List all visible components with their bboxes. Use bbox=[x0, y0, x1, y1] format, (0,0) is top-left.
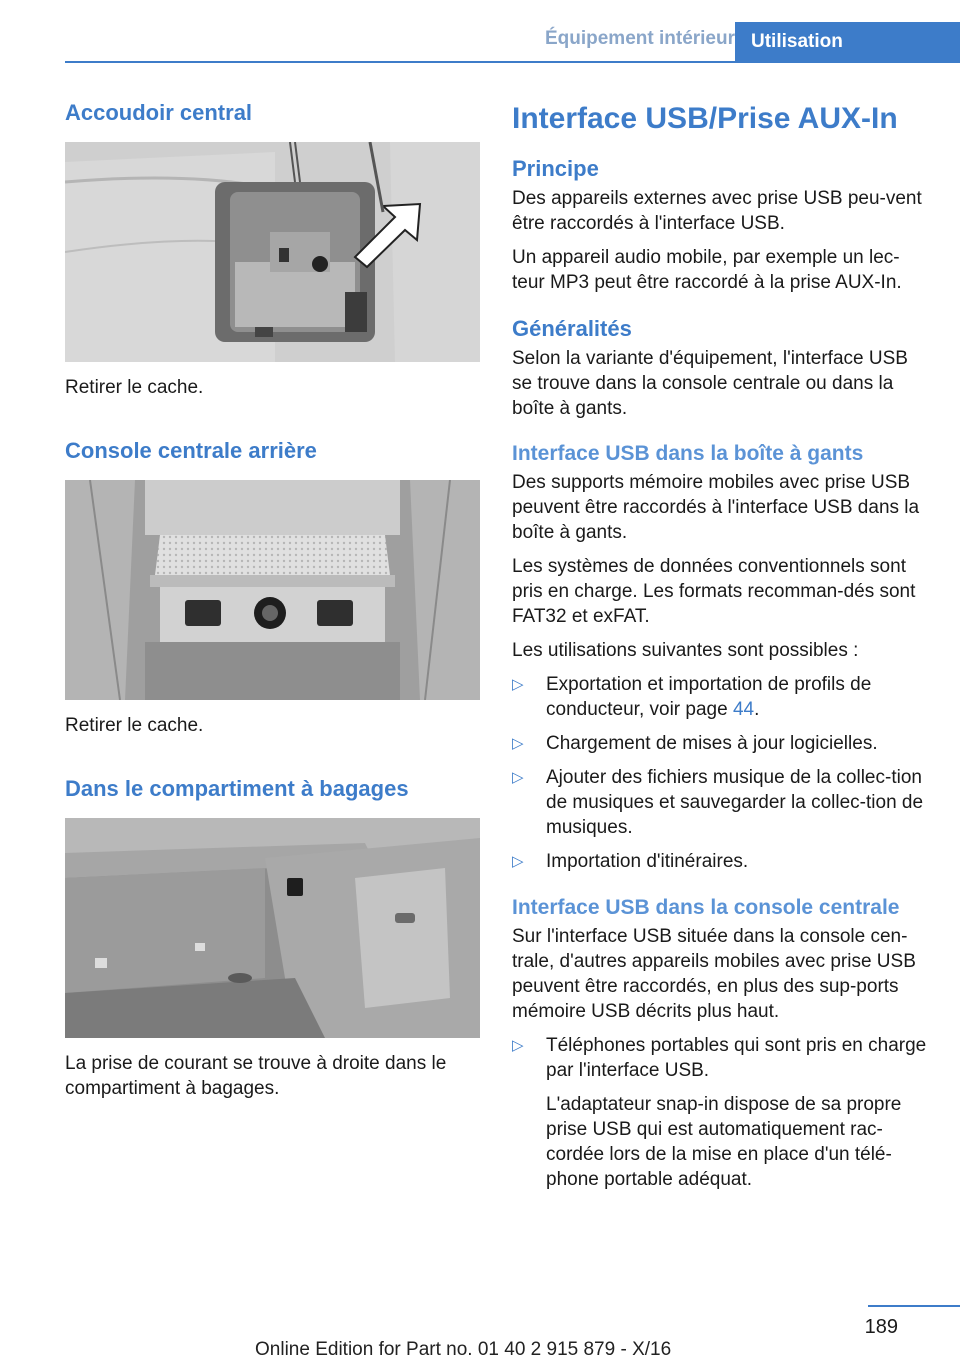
paragraph-principe-1: Des appareils externes avec prise USB peu-vent être raccordés à l'interface USB. bbox=[512, 188, 922, 234]
subtitle-generalites: Généralités bbox=[512, 316, 632, 341]
list-glovebox-uses bbox=[512, 672, 927, 874]
paragraph-glovebox-1: Des supports mémoire mobiles avec prise USB peuvent être raccordés à l'interface USB dans la boîte à gants. bbox=[512, 472, 920, 543]
page-header bbox=[65, 0, 960, 62]
subtitle-principe: Principe bbox=[512, 156, 599, 181]
paragraph-glovebox-3: Les utilisations suivantes sont possibles : bbox=[512, 640, 859, 661]
triangle-bullet-icon: ▷ bbox=[512, 769, 524, 786]
paragraph-principe-2: Un appareil audio mobile, par exemple un lec-teur MP3 peut être raccordé à la prise AUX-In. bbox=[512, 247, 902, 293]
photo-central-armrest bbox=[65, 142, 480, 362]
list-item: ▷ Exportation et importation de profils de conducteur, voir page 44. bbox=[512, 674, 872, 720]
list-item: ▷ Chargement de mises à jour logicielles. bbox=[512, 733, 878, 754]
list-item: ▷ Téléphones portables qui sont pris en charge par l'interface USB. bbox=[512, 1035, 927, 1081]
triangle-bullet-icon: ▷ bbox=[512, 853, 524, 870]
edition-note: Online Edition for Part no. 01 40 2 915 879 - X/16 bbox=[255, 1339, 672, 1360]
caption-luggage: La prise de courant se trouve à droite dans le compartiment à bagages. bbox=[65, 1053, 447, 1099]
photo-rear-console bbox=[65, 480, 480, 700]
list-console-uses bbox=[512, 1033, 927, 1083]
caption-armrest: Retirer le cache. bbox=[65, 377, 204, 398]
paragraph-console-1: Sur l'interface USB située dans la console cen-trale, d'autres appareils mobiles avec prise USB peuvent être raccordés, en plus des sup-ports mémoire USB décrits plus haut. bbox=[512, 926, 916, 1022]
paragraph-console-note: L'adaptateur snap-in dispose de sa propre prise USB qui est automatiquement rac-cordée lors de la mise en place d'un télé-phone portable adéquat. bbox=[546, 1094, 902, 1190]
triangle-bullet-icon: ▷ bbox=[512, 1037, 524, 1054]
header-rule bbox=[65, 61, 960, 63]
header-chapter-tab[interactable]: Utilisation bbox=[735, 22, 960, 62]
paragraph-generalites-1: Selon la variante d'équipement, l'interface USB se trouve dans la console centrale ou dans la boîte à gants. bbox=[512, 348, 908, 419]
right-column bbox=[512, 100, 927, 1192]
triangle-bullet-icon: ▷ bbox=[512, 735, 524, 752]
header-section-tab[interactable]: Équipement intérieur bbox=[544, 28, 735, 49]
page-link[interactable]: 44 bbox=[732, 699, 755, 720]
main-title-usb-aux: Interface USB/Prise AUX-In bbox=[512, 102, 898, 135]
section-title-armrest: Accoudoir central bbox=[65, 100, 253, 125]
list-item: ▷ Ajouter des fichiers musique de la collec-tion de musiques et sauvegarder la collec-tion de musiques. bbox=[512, 767, 924, 838]
page-number: 189 bbox=[864, 1316, 898, 1338]
subtitle-usb-glovebox: Interface USB dans la boîte à gants bbox=[512, 442, 864, 465]
subtitle-usb-console: Interface USB dans la console centrale bbox=[512, 896, 900, 919]
section-title-luggage: Dans le compartiment à bagages bbox=[65, 776, 409, 801]
left-column bbox=[65, 100, 480, 1101]
list-item: ▷ Importation d'itinéraires. bbox=[512, 851, 749, 872]
photo-luggage-compartment bbox=[65, 818, 480, 1038]
paragraph-glovebox-2: Les systèmes de données conventionnels sont pris en charge. Les formats recomman-dés sont FAT32 et exFAT. bbox=[512, 556, 916, 627]
section-title-rear-console: Console centrale arrière bbox=[65, 438, 317, 463]
footer-rule bbox=[868, 1305, 960, 1307]
caption-rear-console: Retirer le cache. bbox=[65, 715, 204, 736]
triangle-bullet-icon: ▷ bbox=[512, 676, 524, 693]
